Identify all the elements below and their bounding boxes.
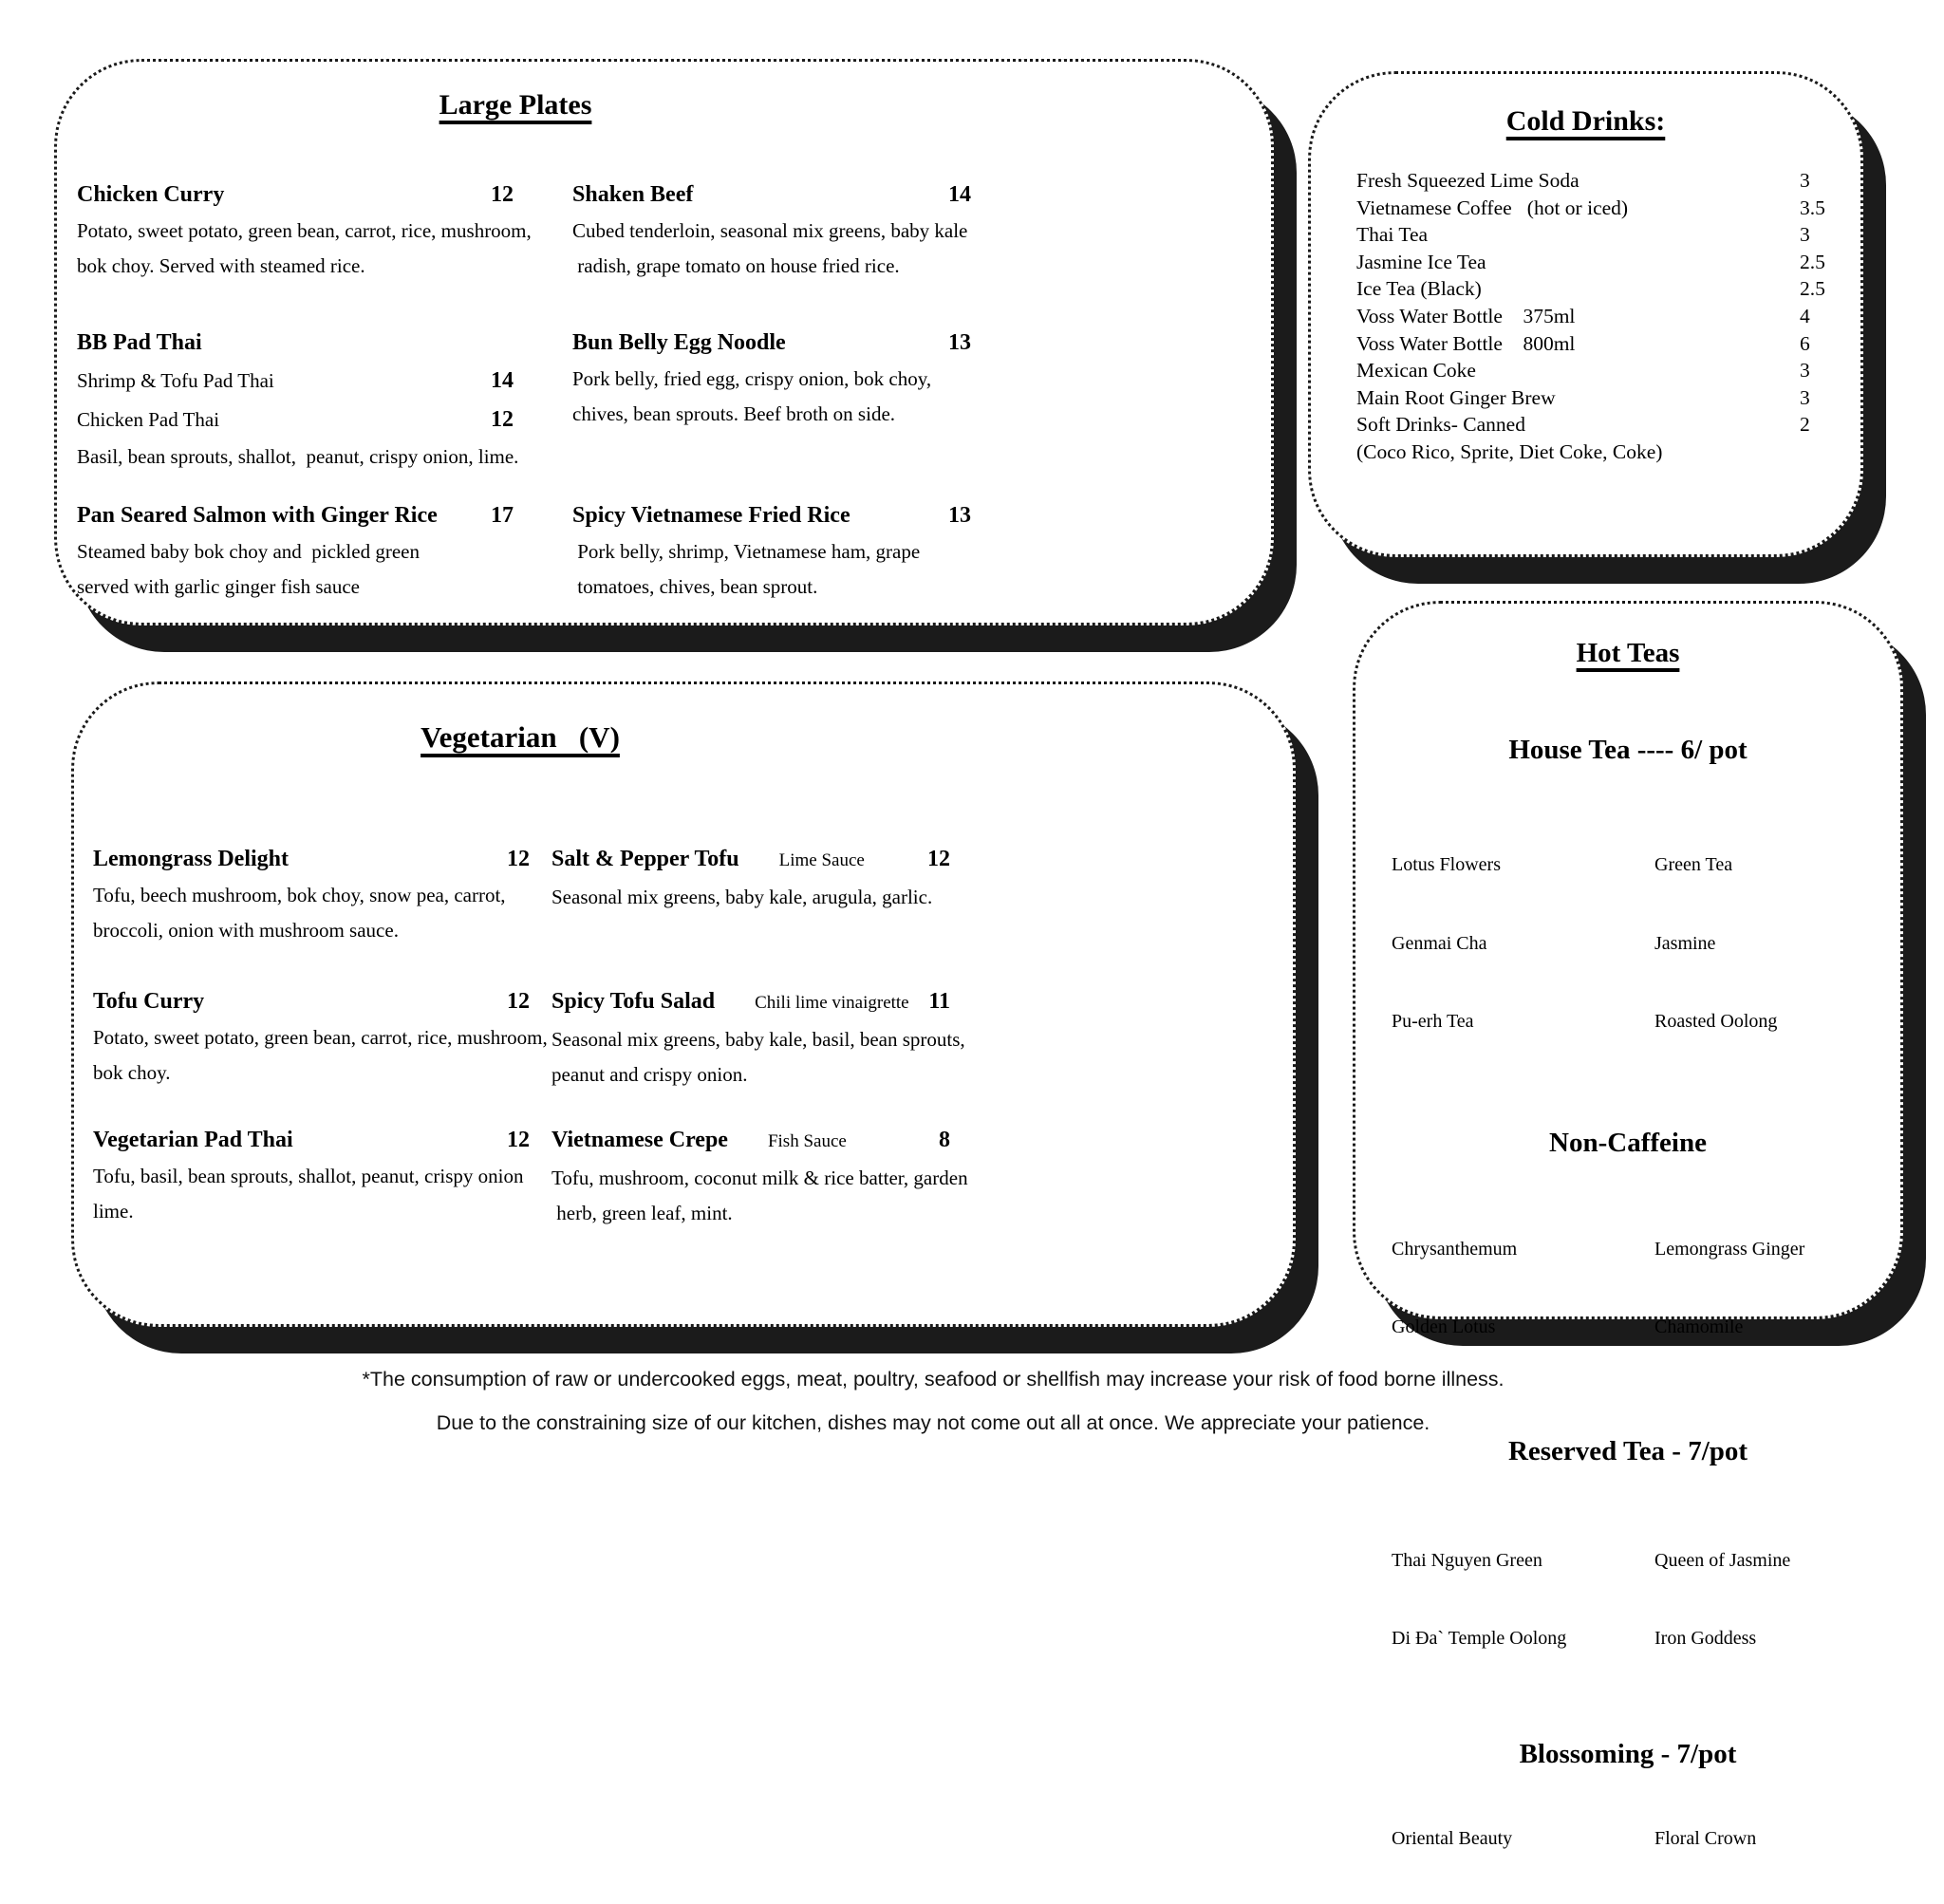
tea-name: Roasted Oolong — [1654, 1009, 1900, 1036]
tea-name: Lemongrass Ginger — [1654, 1237, 1900, 1263]
tea-columns — [1355, 1774, 1900, 1904]
drink-name: Ice Tea (Black) — [1356, 275, 1800, 303]
vegetarian-items — [93, 840, 1293, 1231]
dish-price: 13 — [948, 324, 971, 362]
hot-teas-title — [1355, 604, 1900, 674]
drink-row — [1356, 330, 1860, 358]
tea-name: Golden Lotus — [1392, 1315, 1654, 1341]
dish-desc-line: Potato, sweet potato, green bean, carrot, rice, mushroom, — [77, 214, 514, 249]
dish-name: BB Pad Thai — [77, 324, 202, 362]
footer-disclaimer-line1: *The consumption of raw or undercooked eggs, meat, poultry, seafood or shellfish may increase your risk of food borne illness. — [0, 1357, 1866, 1401]
drink-price: 3 — [1800, 384, 1810, 412]
tea-column-left — [1392, 1774, 1654, 1904]
variant-name: Shrimp & Tofu Pad Thai — [77, 362, 274, 401]
dish-bun-belly-egg-noodle — [572, 324, 971, 496]
dish-name: Lemongrass Delight — [93, 840, 289, 878]
dish-header — [572, 176, 971, 214]
dish-desc-line: Pork belly, shrimp, Vietnamese ham, grape — [572, 534, 971, 569]
footer-disclaimer — [0, 1357, 1866, 1445]
drink-price: 6 — [1800, 330, 1810, 358]
dish-desc-line: Seasonal mix greens, baby kale, arugula, garlic. — [551, 880, 950, 915]
tea-name: Di Đa` Temple Oolong — [1392, 1626, 1654, 1652]
drink-name: (Coco Rico, Sprite, Diet Coke, Coke) — [1356, 439, 1800, 466]
dish-name: Spicy Tofu Salad — [551, 982, 715, 1020]
dish-bb-pad-thai — [77, 324, 514, 496]
dish-price: 12 — [927, 840, 950, 878]
dish-header — [572, 324, 971, 362]
drink-row — [1356, 275, 1860, 303]
drink-price: 3 — [1800, 167, 1810, 195]
dish-desc-line: broccoli, onion with mushroom sauce. — [93, 913, 530, 948]
drink-row — [1356, 167, 1860, 195]
dish-variant — [77, 362, 514, 401]
dish-desc-line: Seasonal mix greens, baby kale, basil, bean sprouts, — [551, 1022, 950, 1057]
dish-desc-line: herb, green leaf, mint. — [551, 1196, 950, 1231]
drink-row — [1356, 439, 1860, 466]
dish-desc-line: bok choy. Served with steamed rice. — [77, 249, 514, 284]
drink-name: Soft Drinks- Canned — [1356, 411, 1800, 439]
dish-price: 8 — [939, 1121, 950, 1159]
dish-variant — [77, 401, 514, 439]
tea-name: Oriental Beauty — [1392, 1826, 1654, 1853]
drink-name: Main Root Ginger Brew — [1356, 384, 1800, 412]
vegetarian-title-text: Vegetarian (V) — [421, 720, 620, 754]
footer-disclaimer-line2: Due to the constraining size of our kitchen, dishes may not come out all at once. We appreciate your patience. — [0, 1401, 1866, 1445]
dish-vegetarian-pad-thai — [93, 1121, 530, 1231]
tea-name: Chrysanthemum — [1392, 1237, 1654, 1263]
cold-drinks-title — [1311, 74, 1860, 142]
dish-chicken-curry — [77, 176, 514, 324]
dish-note: Lime Sauce — [779, 842, 865, 880]
dish-note: Chili lime vinaigrette — [755, 984, 909, 1022]
dish-shaken-beef — [572, 176, 971, 324]
vegetarian-title — [74, 684, 966, 758]
drink-name: Jasmine Ice Tea — [1356, 249, 1800, 276]
tea-name: Pu-erh Tea — [1392, 1009, 1654, 1036]
dish-header — [77, 324, 514, 362]
drink-price: 2.5 — [1800, 249, 1825, 276]
drink-row — [1356, 411, 1860, 439]
dish-name: Shaken Beef — [572, 176, 693, 214]
dish-desc-line: lime. — [93, 1194, 530, 1229]
cold-drinks-panel — [1308, 71, 1863, 557]
tea-columns — [1355, 1496, 1900, 1705]
drink-name: Mexican Coke — [1356, 357, 1800, 384]
dish-desc-line: served with garlic ginger fish sauce — [77, 569, 514, 605]
tea-columns — [1355, 800, 1900, 1088]
variant-name: Chicken Pad Thai — [77, 401, 219, 439]
drink-row — [1356, 357, 1860, 384]
drink-price: 2 — [1800, 411, 1810, 439]
dish-name: Pan Seared Salmon with Ginger Rice — [77, 496, 438, 534]
dish-header — [77, 496, 514, 534]
drink-name: Voss Water Bottle 800ml — [1356, 330, 1800, 358]
dish-salt-pepper-tofu — [551, 840, 950, 982]
dish-desc-line: Cubed tenderloin, seasonal mix greens, baby kale — [572, 214, 971, 249]
tea-section-heading-blossoming: Blossoming - 7/pot — [1355, 1735, 1900, 1773]
drink-price: 3 — [1800, 221, 1810, 249]
tea-name: Thai Nguyen Green — [1392, 1548, 1654, 1575]
dish-desc-line: Basil, bean sprouts, shallot, peanut, crispy onion, lime. — [77, 439, 514, 475]
dish-name: Spicy Vietnamese Fried Rice — [572, 496, 850, 534]
dish-desc-line: Potato, sweet potato, green bean, carrot, rice, mushroom, — [93, 1020, 530, 1055]
drink-row — [1356, 384, 1860, 412]
tea-column-right — [1654, 1496, 1900, 1705]
dish-price: 17 — [491, 496, 514, 534]
tea-column-left — [1392, 1496, 1654, 1705]
dish-pan-seared-salmon — [77, 496, 514, 605]
tea-column-right — [1654, 1774, 1900, 1904]
tea-section-heading-reserved: Reserved Tea - 7/pot — [1355, 1432, 1900, 1470]
dish-name: Bun Belly Egg Noodle — [572, 324, 786, 362]
dish-header — [93, 1121, 530, 1159]
drink-name: Voss Water Bottle 375ml — [1356, 303, 1800, 330]
dish-desc-line: radish, grape tomato on house fried rice. — [572, 249, 971, 284]
drink-price: 4 — [1800, 303, 1810, 330]
dish-price: 12 — [507, 1121, 530, 1159]
dish-header — [551, 1121, 950, 1161]
drink-name: Vietnamese Coffee (hot or iced) — [1356, 195, 1800, 222]
large-plates-title-text: Large Plates — [439, 89, 592, 121]
dish-price: 14 — [948, 176, 971, 214]
dish-desc-line: bok choy. — [93, 1055, 530, 1091]
tea-name: Genmai Cha — [1392, 931, 1654, 958]
cold-drinks-list — [1311, 167, 1860, 466]
drink-name: Thai Tea — [1356, 221, 1800, 249]
tea-name: Lotus Flowers — [1392, 852, 1654, 879]
dish-price: 11 — [928, 982, 950, 1020]
tea-name: Jasmine — [1654, 931, 1900, 958]
dish-spicy-vietnamese-fried-rice — [572, 496, 971, 605]
drink-row — [1356, 303, 1860, 330]
dish-name: Tofu Curry — [93, 982, 204, 1020]
drink-row — [1356, 221, 1860, 249]
large-plates-title — [57, 62, 974, 126]
dish-vietnamese-crepe — [551, 1121, 950, 1231]
dish-desc-line: peanut and crispy onion. — [551, 1057, 950, 1092]
dish-desc-line: Tofu, mushroom, coconut milk & rice batter, garden — [551, 1161, 950, 1196]
vegetarian-panel — [71, 681, 1296, 1327]
dish-header — [551, 840, 950, 880]
dish-desc-line: Tofu, basil, bean sprouts, shallot, peanut, crispy onion — [93, 1159, 530, 1194]
hot-teas-panel — [1353, 601, 1903, 1319]
large-plates-items — [77, 176, 1271, 605]
dish-spicy-tofu-salad — [551, 982, 950, 1121]
cold-drinks-title-text: Cold Drinks: — [1506, 105, 1666, 137]
tea-column-right — [1654, 800, 1900, 1088]
tea-name: Iron Goddess — [1654, 1626, 1900, 1652]
hot-teas-title-text: Hot Teas — [1577, 638, 1680, 668]
dish-desc-line: tomatoes, chives, bean sprout. — [572, 569, 971, 605]
drink-price: 3 — [1800, 357, 1810, 384]
dish-header — [77, 176, 514, 214]
tea-name: Floral Crown — [1654, 1826, 1900, 1853]
dish-price: 13 — [948, 496, 971, 534]
dish-header — [93, 982, 530, 1020]
large-plates-panel — [54, 59, 1274, 625]
tea-column-left — [1392, 800, 1654, 1088]
dish-price: 12 — [491, 176, 514, 214]
dish-header — [572, 496, 971, 534]
tea-section-heading-non-caffeine: Non-Caffeine — [1355, 1124, 1900, 1162]
variant-price: 12 — [491, 401, 514, 439]
dish-name: Salt & Pepper Tofu — [551, 840, 739, 878]
dish-tofu-curry — [93, 982, 530, 1121]
dish-name: Vegetarian Pad Thai — [93, 1121, 293, 1159]
dish-desc-line: Pork belly, fried egg, crispy onion, bok choy, — [572, 362, 971, 397]
tea-name: Chamomile — [1654, 1315, 1900, 1341]
tea-name: Green Tea — [1654, 852, 1900, 879]
dish-header — [93, 840, 530, 878]
dish-price: 12 — [507, 840, 530, 878]
dish-header — [551, 982, 950, 1022]
drink-price: 2.5 — [1800, 275, 1825, 303]
dish-desc-line: Steamed baby bok choy and pickled green — [77, 534, 514, 569]
dish-price: 12 — [507, 982, 530, 1020]
drink-row — [1356, 195, 1860, 222]
drink-price: 3.5 — [1800, 195, 1825, 222]
tea-name: Queen of Jasmine — [1654, 1548, 1900, 1575]
dish-desc-line: Tofu, beech mushroom, bok choy, snow pea, carrot, — [93, 878, 530, 913]
dish-lemongrass-delight — [93, 840, 530, 982]
drink-row — [1356, 249, 1860, 276]
drink-name: Fresh Squeezed Lime Soda — [1356, 167, 1800, 195]
dish-note: Fish Sauce — [768, 1123, 847, 1161]
variant-price: 14 — [491, 362, 514, 401]
dish-name: Vietnamese Crepe — [551, 1121, 728, 1159]
dish-name: Chicken Curry — [77, 176, 224, 214]
dish-desc-line: chives, bean sprouts. Beef broth on side. — [572, 397, 971, 432]
tea-section-heading-house: House Tea ---- 6/ pot — [1355, 731, 1900, 769]
